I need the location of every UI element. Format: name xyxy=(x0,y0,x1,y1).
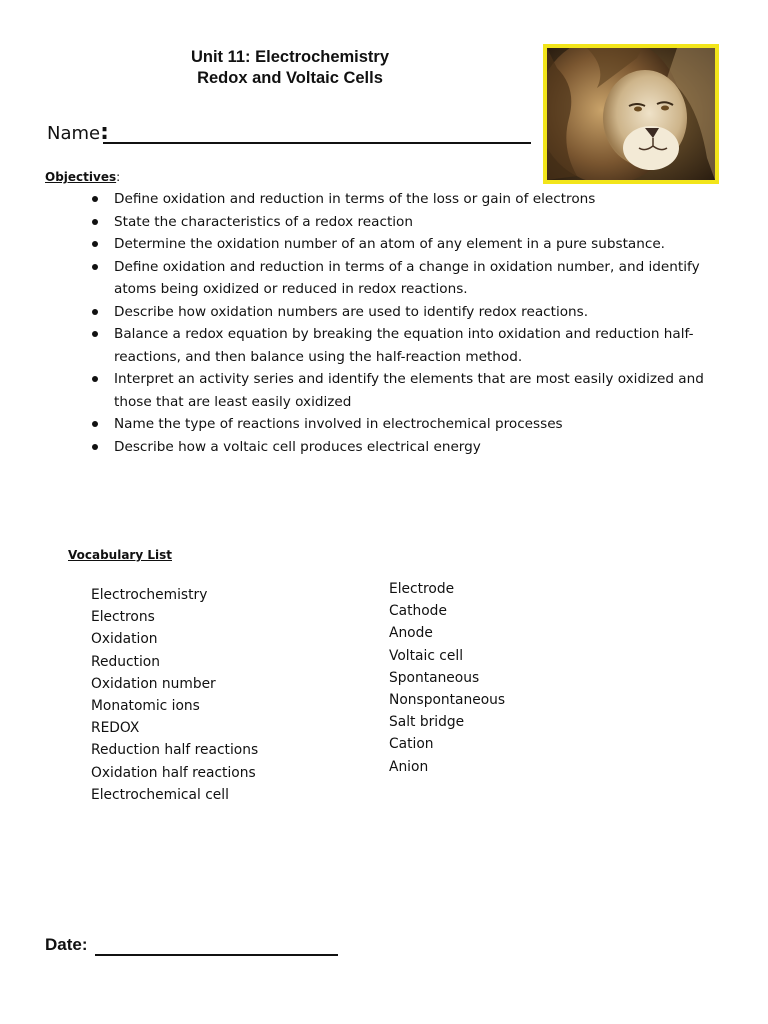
name-label: Name xyxy=(47,123,101,144)
vocabulary-column-2 xyxy=(389,578,505,778)
objective-item: State the characteristics of a redox reaction xyxy=(90,211,730,234)
vocab-term: Oxidation half reactions xyxy=(91,764,256,781)
vocabulary-column-1 xyxy=(91,584,258,806)
vocabulary-heading: Vocabulary List xyxy=(68,548,172,562)
objective-item: Determine the oxidation number of an atom of any element in a pure substance. xyxy=(90,233,730,256)
vocab-term: Salt bridge xyxy=(389,714,465,731)
objective-item: Name the type of reactions involved in electrochemical processes xyxy=(90,413,730,436)
page-subtitle: Redox and Voltaic Cells xyxy=(197,69,383,87)
vocab-term: Electrode xyxy=(389,581,455,597)
vocab-term: Electrons xyxy=(91,609,155,626)
objectives-list xyxy=(90,188,730,458)
lion-photo xyxy=(543,44,719,184)
objectives-heading: Objectives: xyxy=(45,170,121,184)
vocab-term: Anion xyxy=(389,758,429,775)
objective-item: Balance a redox equation by breaking the equation into oxidation and reduction half-reactions, and then balance using the half-reaction method. xyxy=(90,323,730,368)
vocab-term: Spontaneous xyxy=(389,669,480,686)
date-blank-line[interactable] xyxy=(95,954,338,956)
vocab-term: Oxidation xyxy=(91,631,158,648)
vocab-term: REDOX xyxy=(91,720,140,737)
page-title: Unit 11: Electrochemistry xyxy=(190,48,390,66)
vocab-term: Anode xyxy=(389,625,433,642)
date-field[interactable] xyxy=(45,935,88,955)
vocab-term: Monatomic ions xyxy=(91,698,200,715)
vocab-term: Cation xyxy=(389,736,434,753)
objective-item: Describe how a voltaic cell produces electrical energy xyxy=(90,436,730,459)
objective-item: Define oxidation and reduction in terms of a change in oxidation number, and identify atoms being oxidized or reduced in redox reactions. xyxy=(90,256,730,301)
objective-item: Define oxidation and reduction in terms of the loss or gain of electrons xyxy=(90,188,730,211)
objective-item: Describe how oxidation numbers are used to identify redox reactions. xyxy=(90,301,730,324)
name-blank-line[interactable] xyxy=(103,142,531,144)
objectives-label: Objectives xyxy=(45,170,117,184)
vocab-term: Electrochemical cell xyxy=(91,786,229,803)
name-field[interactable]: Name: xyxy=(47,120,109,145)
vocab-term: Reduction xyxy=(91,653,160,670)
vocab-term: Electrochemistry xyxy=(91,587,208,603)
vocab-term: Voltaic cell xyxy=(389,647,464,664)
objective-item: Interpret an activity series and identify the elements that are most easily oxidized and those that are least easily oxidized xyxy=(90,368,730,413)
vocab-term: Reduction half reactions xyxy=(91,742,259,759)
lion-icon xyxy=(547,48,715,180)
vocab-term: Oxidation number xyxy=(91,675,216,692)
date-label: Date: xyxy=(45,935,88,954)
vocab-term: Cathode xyxy=(389,603,447,620)
vocab-term: Nonspontaneous xyxy=(389,692,506,709)
